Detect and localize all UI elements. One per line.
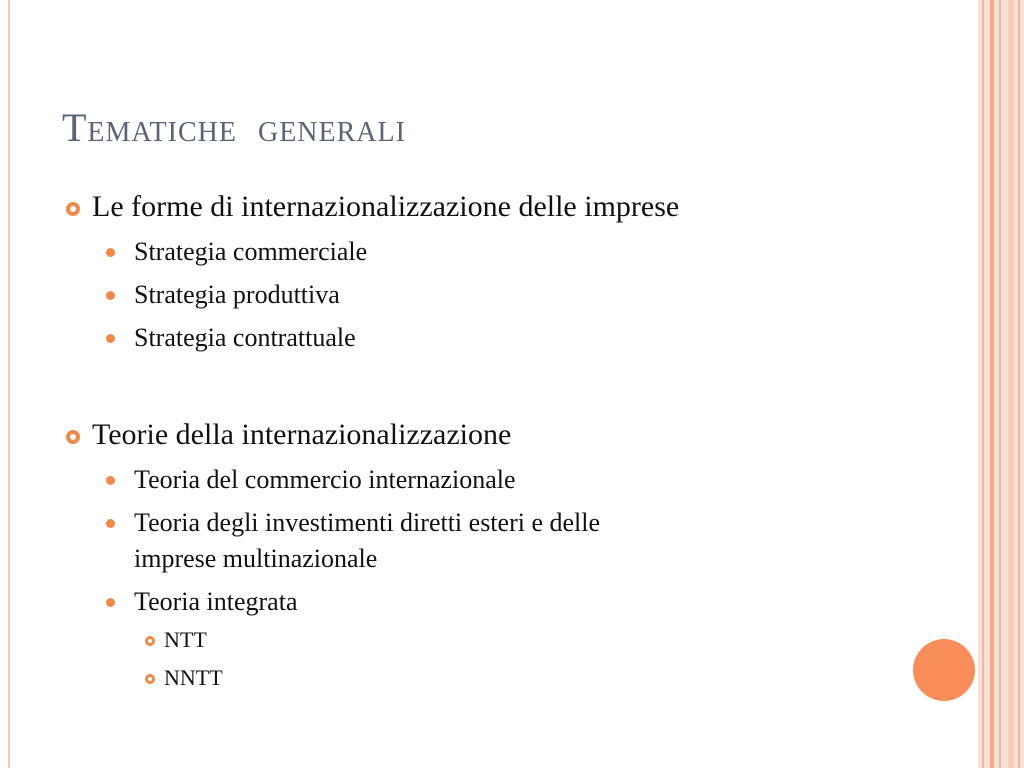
ring-bullet-icon xyxy=(66,202,80,216)
sub-bullet-text: Teoria integrata xyxy=(134,587,298,616)
dot-bullet-icon xyxy=(106,598,115,607)
right-frame-line xyxy=(1018,0,1020,768)
bullet-text: Le forme di internazionalizzazione delle imprese xyxy=(92,190,680,223)
ring-bullet-icon xyxy=(145,674,155,684)
right-frame-line xyxy=(999,0,1001,768)
right-frame-line xyxy=(1008,0,1014,768)
sub-bullet-item xyxy=(134,584,297,620)
sub-bullet-text: Teoria del commercio internazionale xyxy=(134,465,516,494)
sub-bullet-item xyxy=(134,234,367,270)
slide-title: Tematiche generali xyxy=(62,105,406,150)
bullet-item xyxy=(92,418,511,452)
dot-bullet-icon xyxy=(106,334,115,343)
sub-bullet-item xyxy=(134,277,340,313)
dot-bullet-icon xyxy=(106,476,115,485)
dot-bullet-icon xyxy=(106,519,115,528)
left-frame-line xyxy=(8,0,10,768)
ring-bullet-icon xyxy=(145,636,155,646)
sub-bullet-text: imprese multinazionale xyxy=(134,544,378,573)
sub-sub-bullet-item xyxy=(164,627,207,653)
sub-bullet-item xyxy=(134,320,356,356)
sub-bullet-continuation xyxy=(134,541,377,577)
sub-bullet-text: Strategia commerciale xyxy=(134,237,368,266)
sub-sub-bullet-item xyxy=(164,665,223,691)
bullet-text: Teorie della internazionalizzazione xyxy=(92,418,512,451)
sub-bullet-text: Strategia produttiva xyxy=(134,280,340,309)
sub-bullet-item xyxy=(134,462,516,498)
decorative-circle xyxy=(913,639,975,701)
right-frame-line xyxy=(982,0,984,768)
dot-bullet-icon xyxy=(106,248,115,257)
sub-sub-bullet-text: NNTT xyxy=(164,665,223,690)
right-frame-line xyxy=(990,0,994,768)
sub-bullet-text: Teoria degli investimenti diretti esteri e delle xyxy=(134,508,601,537)
sub-bullet-item xyxy=(134,505,600,541)
sub-bullet-text: Strategia contrattuale xyxy=(134,323,356,352)
bullet-item xyxy=(92,190,679,224)
dot-bullet-icon xyxy=(106,291,115,300)
ring-bullet-icon xyxy=(66,430,80,444)
sub-sub-bullet-text: NTT xyxy=(164,627,207,652)
